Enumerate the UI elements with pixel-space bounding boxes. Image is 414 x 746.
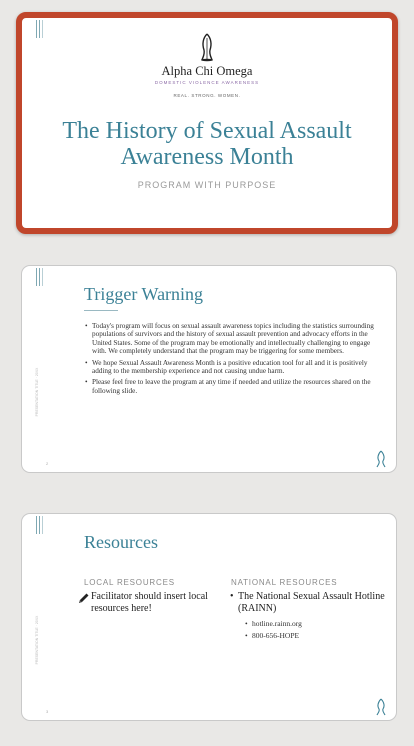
bullet-item: • We hope Sexual Assault Awareness Month is a positive education tool for all and it is positively adding to the membership experience and not causing undue harm. <box>92 359 376 376</box>
bullet-list <box>84 322 376 398</box>
decorative-lines <box>36 268 46 286</box>
national-resources-heading: NATIONAL RESOURCES <box>231 578 338 587</box>
slide-thumbnail-3[interactable] <box>22 514 396 720</box>
decorative-lines <box>36 516 46 534</box>
lyre-icon <box>197 32 217 62</box>
list-item <box>238 591 388 642</box>
local-resources-heading: LOCAL RESOURCES <box>84 578 175 587</box>
lyre-icon <box>374 698 388 716</box>
logo-name: Alpha Chi Omega <box>161 64 253 78</box>
slide-subtitle: PROGRAM WITH PURPOSE <box>137 180 277 190</box>
logo-tagline: REAL. STRONG. WOMEN. <box>173 93 241 98</box>
page-number: 2 <box>46 461 49 466</box>
logo-subtitle: DOMESTIC VIOLENCE AWARENESS <box>154 80 260 85</box>
slide-thumbnail-2[interactable] <box>22 266 396 472</box>
lyre-icon <box>374 450 388 468</box>
slide-title: Trigger Warning <box>84 284 204 304</box>
pencil-icon <box>77 592 90 605</box>
bullet-item: • Please feel free to leave the program at any time if needed and utilize the resources shared on the following slide. <box>92 378 376 395</box>
title-underline <box>84 310 118 311</box>
hotline-phone: • 800-656-HOPE <box>252 630 388 642</box>
hotline-website: • hotline.rainn.org <box>252 618 388 630</box>
organization-logo <box>22 32 392 98</box>
slide-title: Resources <box>84 532 158 552</box>
hotline-details <box>238 618 388 642</box>
page-number: 3 <box>46 709 49 714</box>
slide-thumbnail-1[interactable] <box>16 12 398 234</box>
national-resources-list <box>230 591 388 642</box>
hotline-name: The National Sexual Assault Hotline (RAINN) <box>238 591 385 614</box>
side-footer-text: PRESENTATION TITLE · 20XX <box>35 615 39 665</box>
local-resources-text: Facilitator should insert local resources here! <box>91 591 208 614</box>
bullet-item: • Today's program will focus on sexual assault awareness topics including the statistics surrounding populations of survivors and the history of sexual assault prevention and advocacy efforts in the United States. Some of the program may be emotionally and intellectually challenging to engage with. We completely understand that the program may be triggering for some members. <box>92 322 376 356</box>
side-footer-text: PRESENTATION TITLE · 20XX <box>35 367 39 417</box>
slide-title: The History of Sexual Assault Awareness Month <box>62 118 352 170</box>
